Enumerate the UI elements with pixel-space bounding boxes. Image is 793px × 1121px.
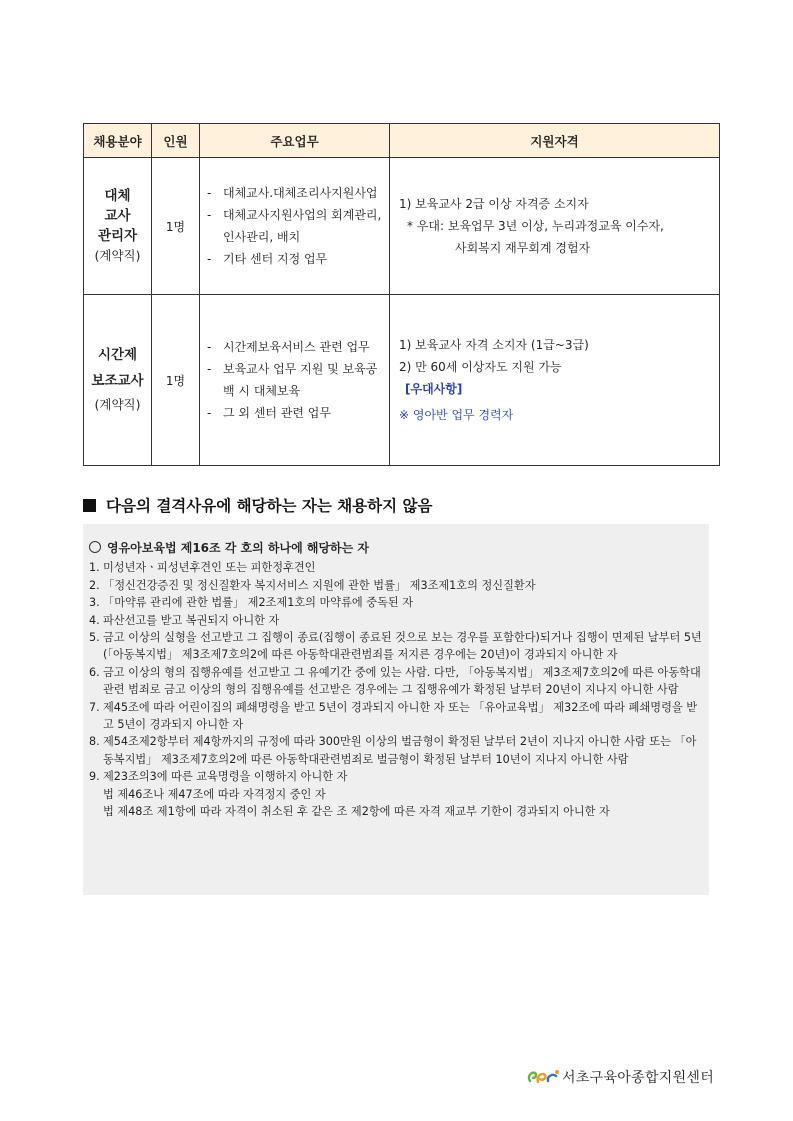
item-text: 제23조의3에 따른 교육명령을 이행하지 아니한 자 <box>103 770 348 784</box>
recruitment-table <box>83 123 720 466</box>
disqualification-box <box>83 524 709 895</box>
qual-note: * 우대: 보육업무 3년 이상, 누리과정교육 이수자, <box>407 219 664 233</box>
duties-list <box>201 182 388 270</box>
square-bullet-icon <box>83 499 96 512</box>
field-label: 시간제 <box>97 347 138 363</box>
duty-item: - 그 외 센터 관련 업무 <box>207 406 331 420</box>
duties-cell <box>200 158 390 295</box>
field-cell <box>84 295 152 466</box>
field-cell <box>84 158 152 295</box>
section-title-text: 다음의 결격사유에 해당하는 자는 채용하지 않음 <box>106 497 433 515</box>
item-text: 금고 이상의 실형을 선고받고 그 집행이 종료(집행이 종료된 것으로 보는 경우를 포함한다)되거나 집행이 면제된 날부터 5년(「아동복지법」 제3조제7호의2에 따른 아동학대관련범죄를 저지른 경우에는 20년)이 경과되지 아니한 자 <box>103 631 702 662</box>
box-heading-text: 영유아보육법 제16조 각 호의 하나에 해당하는 자 <box>107 541 370 555</box>
duties-list <box>201 336 388 424</box>
preference-heading: [우대사항] <box>405 382 463 396</box>
duty-item: - 시간제보육서비스 관련 업무 <box>207 340 370 354</box>
quals-block <box>391 334 718 426</box>
count-cell: 1명 <box>152 158 200 295</box>
recruitment-table-wrap <box>83 123 719 466</box>
field-label: 교사 <box>104 208 131 224</box>
item-text: 금고 이상의 형의 집행유예를 선고받고 그 유예기간 중에 있는 사람. 다만, 「아동복지법」 제3조제7호의2에 따른 아동학대관련 범죄로 금고 이상의 형의 집행유예를 선고받은 경우에는 그 집행유예가 확정된 날부터 20년이 지나지 아니한 사람 <box>103 665 701 697</box>
item-text: 제54조제2항부터 제4항까지의 규정에 따라 300만원 이상의 벌금형이 확정된 날부터 2년이 지나지 아니한 사람 또는 「아동복지법」 제3조제7호의2에 따른 아동학대관련범죄로 벌금형이 확정된 날부터 10년이 지나지 아니한 사람 <box>103 735 697 766</box>
item-text: 파산선고를 받고 복권되지 아니한 자 <box>103 613 280 627</box>
table-row <box>84 295 720 466</box>
extra-line: 법 제48조 제1항에 따라 자격이 취소된 후 같은 조 제2항에 따른 자격 재교부 기한이 경과되지 아니한 자 <box>103 805 610 819</box>
list-item <box>89 612 703 629</box>
duty-item: - 대체교사지원사업의 회계관리, 인사관리, 배치 <box>207 208 382 244</box>
item-number: 2. <box>89 578 100 592</box>
item-number: 3. <box>89 596 100 610</box>
header-qualifications: 지원자격 <box>390 124 720 158</box>
duty-text: 그 외 센터 관련 업무 <box>223 406 331 420</box>
item-number: 1. <box>89 561 100 575</box>
item-text: 「마약류 관리에 관한 법률」 제2조제1호의 마약류에 중독된 자 <box>103 596 414 610</box>
field-label: 보조교사 <box>91 373 144 389</box>
qual-line: 2) 만 60세 이상자도 지원 가능 <box>399 360 562 374</box>
quals-cell <box>390 295 720 466</box>
preference-item: ※ 영아반 업무 경력자 <box>399 408 514 422</box>
item-number: 4. <box>89 613 100 627</box>
list-item <box>89 629 703 664</box>
circle-bullet-icon <box>89 541 101 553</box>
qual-line: 1) 보육교사 2급 이상 자격증 소지자 <box>399 197 589 211</box>
contract-type: (계약직) <box>94 397 141 412</box>
extra-line: 법 제46조나 제47조에 따라 자격정지 중인 자 <box>103 787 326 801</box>
field-label: 대체 <box>104 188 131 204</box>
duty-text: 대체교사.대체조리사지원사업 <box>223 186 378 200</box>
qual-line: 1) 보육교사 자격 소지자 (1급~3급) <box>399 338 589 352</box>
item-number: 9. <box>89 770 100 784</box>
item-text: 「정신건강증진 및 정신질환자 복지서비스 지원에 관한 법률」 제3조제1호의 정신질환자 <box>103 578 536 592</box>
item-number: 8. <box>89 735 100 749</box>
quals-block <box>391 193 718 259</box>
duty-item: - 보육교사 업무 지원 및 보육공백 시 대체보육 <box>207 362 378 398</box>
item-text: 미성년자ㆍ피성년후견인 또는 피한정후견인 <box>103 561 316 575</box>
field-label: 관리자 <box>97 228 138 244</box>
qual-note-cont: 사회복지 재무회계 경험자 <box>455 241 591 255</box>
disqualification-section-title <box>83 494 432 516</box>
item-number: 7. <box>89 700 100 714</box>
table-header-row <box>84 124 720 158</box>
org-name: 서초구육아종합지원센터 <box>562 1070 715 1086</box>
org-logo-icon <box>526 1067 560 1087</box>
quals-cell <box>390 158 720 295</box>
header-duties: 주요업무 <box>200 124 390 158</box>
table-row <box>84 158 720 295</box>
duty-item: - 기타 센터 지정 업무 <box>207 252 328 266</box>
duty-text: 대체교사지원사업의 회계관리, 인사관리, 배치 <box>223 208 382 244</box>
item-number: 6. <box>89 665 100 679</box>
header-count: 인원 <box>152 124 200 158</box>
list-item <box>89 733 703 768</box>
item-text: 제45조에 따라 어린이집의 폐쇄명령을 받고 5년이 경과되지 아니한 자 또는 「유아교육법」 제32조에 따라 폐쇄명령을 받고 5년이 경과되지 아니한 자 <box>103 700 698 732</box>
list-item <box>89 559 703 576</box>
list-item <box>89 594 703 611</box>
list-item <box>89 577 703 594</box>
duty-item: - 대체교사.대체조리사지원사업 <box>207 186 378 200</box>
contract-type: (계약직) <box>94 248 141 263</box>
item-number: 5. <box>89 631 100 645</box>
list-item <box>89 664 703 699</box>
duties-cell <box>200 295 390 466</box>
duty-text: 보육교사 업무 지원 및 보육공백 시 대체보육 <box>223 362 378 398</box>
list-item <box>89 768 703 785</box>
box-heading <box>89 540 703 557</box>
list-item <box>89 699 703 734</box>
org-logo <box>526 1067 714 1087</box>
disqualification-list <box>89 559 703 785</box>
duty-text: 시간제보육서비스 관련 업무 <box>223 340 370 354</box>
header-field: 채용분야 <box>84 124 152 158</box>
duty-text: 기타 센터 지정 업무 <box>223 252 328 266</box>
count-cell: 1명 <box>152 295 200 466</box>
